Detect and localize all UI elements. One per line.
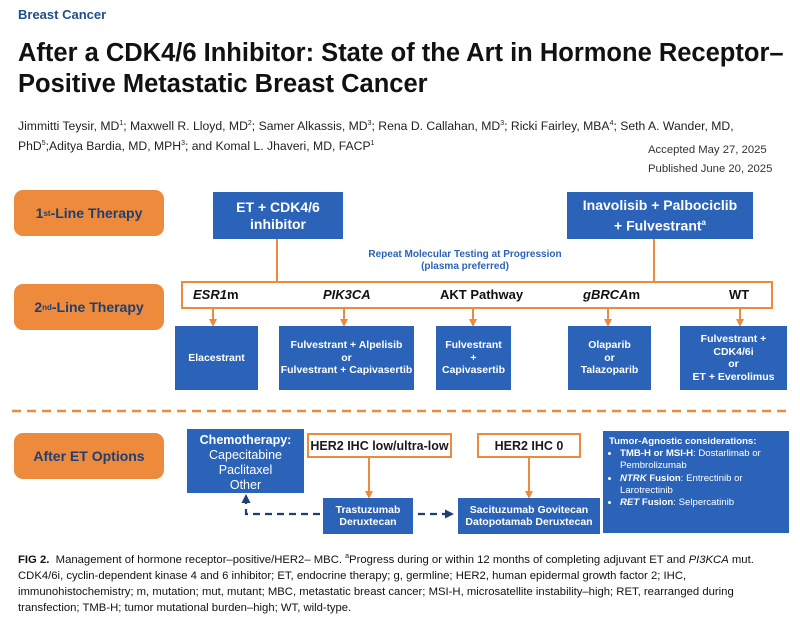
list-line: CDK4/6i — [713, 345, 754, 358]
list-line: Paclitaxel — [218, 463, 273, 477]
treatment-esr1 — [175, 326, 258, 390]
biomarker-esr1: ESR1m — [193, 287, 239, 302]
list-line: Fulvestrant + Capivasertib — [280, 364, 413, 377]
list-line: ET + Everolimus — [692, 370, 775, 383]
biomarker-wt: WT — [729, 287, 750, 302]
author: Aditya Bardia, MD, MPH$^3$ — [49, 139, 185, 154]
tumor-agnostic-item: • TMB-H or MSI-H: Dostarlimab or Pembrolizumab — [620, 448, 783, 472]
biomarker-pik3ca: PIK3CA — [323, 287, 371, 302]
list-line: Datopotamab Deruxtecan — [465, 516, 593, 528]
biomarker-gbrca: gBRCAm — [583, 287, 641, 302]
first-line-et-cdk46: ET + CDK4/6 inhibitor — [213, 192, 343, 239]
list-line: Fulvestrant + — [700, 333, 767, 345]
tumor-agnostic-item: • NTRK Fusion: Entrectinib or Larotrectinib — [620, 473, 783, 497]
first-line-inavolisib: Inavolisib + Palbociclib + Fulvestrant$^a$ — [567, 192, 753, 239]
list-line: Fulvestrant + Alpelisib — [290, 339, 403, 352]
list-line: Talazoparib — [580, 364, 639, 377]
figure-caption: FIG 2. Management of hormone receptor–positive/HER2– MBC. $^a$Progress during or within 12 months of completing adjuvant ET and PI3KCA mut. CDK4/6i, cyclin-dependent kinase 4 and 6 inhibitor; ET, endocrine therapy; g, germline; HER2, human epidermal growth factor 2; IHC, immunohistochemistry; m, mutation; mut, mutant; MBC, metastatic breast cancer; MSI-H, microsatellite instability–high; RET, rearranged during transfection; TMB-H; tumor mutational burden–high; WT, wild-type. — [18, 553, 754, 614]
tdxd-box — [323, 498, 413, 534]
list-line: Other — [229, 478, 262, 492]
second-line-label: 2 nd -Line Therapy — [14, 284, 164, 330]
author: Samer Alkassis, $MD^3$ — [258, 119, 372, 134]
author: Seth A. Wander, MD, PhD$^5$ — [18, 119, 734, 154]
tumor-agnostic-list — [609, 448, 783, 509]
author: Maxwell R. Lloyd, $MD^2$ — [130, 119, 252, 134]
treatment-gbrca — [568, 326, 651, 390]
her2-low-box: HER2 IHC low/ultra-low — [307, 433, 452, 458]
author: Jimmitti Teysir, $MD^1$ — [18, 119, 124, 134]
author: Rena D. Callahan, $MD^3$ — [378, 119, 505, 134]
her2-zero-box: HER2 IHC 0 — [477, 433, 581, 458]
list-line: + — [470, 351, 477, 364]
biomarker-akt: AKT Pathway — [440, 287, 524, 302]
published-date: Published June 20, 2025 — [648, 163, 773, 175]
list-line: or — [604, 351, 615, 364]
chemotherapy-box: Chemotherapy: Capecitabine Paclitaxel Other — [187, 429, 304, 493]
article-title: After a CDK4/6 Inhibitor: State of the Art in Hormone Receptor–Positive Metastatic Breast Cancer — [18, 39, 784, 98]
author-list: Jimmitti Teysir, $MD^1$; Maxwell R. Lloyd, $MD^2$; Samer Alkassis, $MD^3$; Rena D. Callahan, $MD^3$; Ricki Fairley, MBA$^4$; Seth A. Wander, MD, PhD$^5$;Aditya Bardia, MD, MPH$^3$; and Komal L. Jhaveri, MD, FACP$^1$ — [18, 119, 734, 154]
list-line: Deruxtecan — [339, 516, 397, 528]
tumor-agnostic-box: Tumor-Agnostic considerations: • TMB-H or MSI-H: Dostarlimab or Pembrolizumab • NTRK Fusion: Entrectinib or Larotrectinib • RET Fusion: Selpercatinib — [603, 431, 789, 533]
section-label: Breast Cancer — [18, 7, 107, 22]
list-line: or — [341, 351, 352, 364]
list-line: Fulvestrant — [445, 339, 502, 352]
treatment-wt — [680, 326, 787, 390]
list-line: Capivasertib — [441, 364, 506, 377]
tumor-agnostic-item: • RET Fusion: Selpercatinib — [620, 497, 783, 509]
list-line: Olaparib — [588, 339, 631, 352]
list-line: Sacituzumab Govitecan — [469, 503, 589, 516]
list-line: or — [728, 358, 739, 370]
after-et-label: After ET Options — [14, 433, 164, 479]
repeat-testing-note: Repeat Molecular Testing at Progression (plasma preferred) — [368, 249, 562, 272]
list-line: Trastuzumab — [335, 503, 401, 516]
chemotherapy-list — [187, 448, 304, 493]
accepted-date: Accepted May 27, 2025 — [648, 144, 767, 156]
list-line: Capecitabine — [209, 448, 282, 462]
list-line: Elacestrant — [188, 352, 245, 364]
chemo-return-arrow — [246, 496, 320, 514]
first-line-label: 1 st -Line Therapy — [14, 190, 164, 236]
author: Ricki Fairley, MBA$^4$ — [510, 119, 614, 134]
adc-box — [458, 498, 600, 534]
treatment-akt — [436, 326, 511, 390]
treatment-pik3ca — [279, 326, 414, 390]
author: Komal L. Jhaveri, MD, FACP$^1$ — [215, 139, 375, 154]
